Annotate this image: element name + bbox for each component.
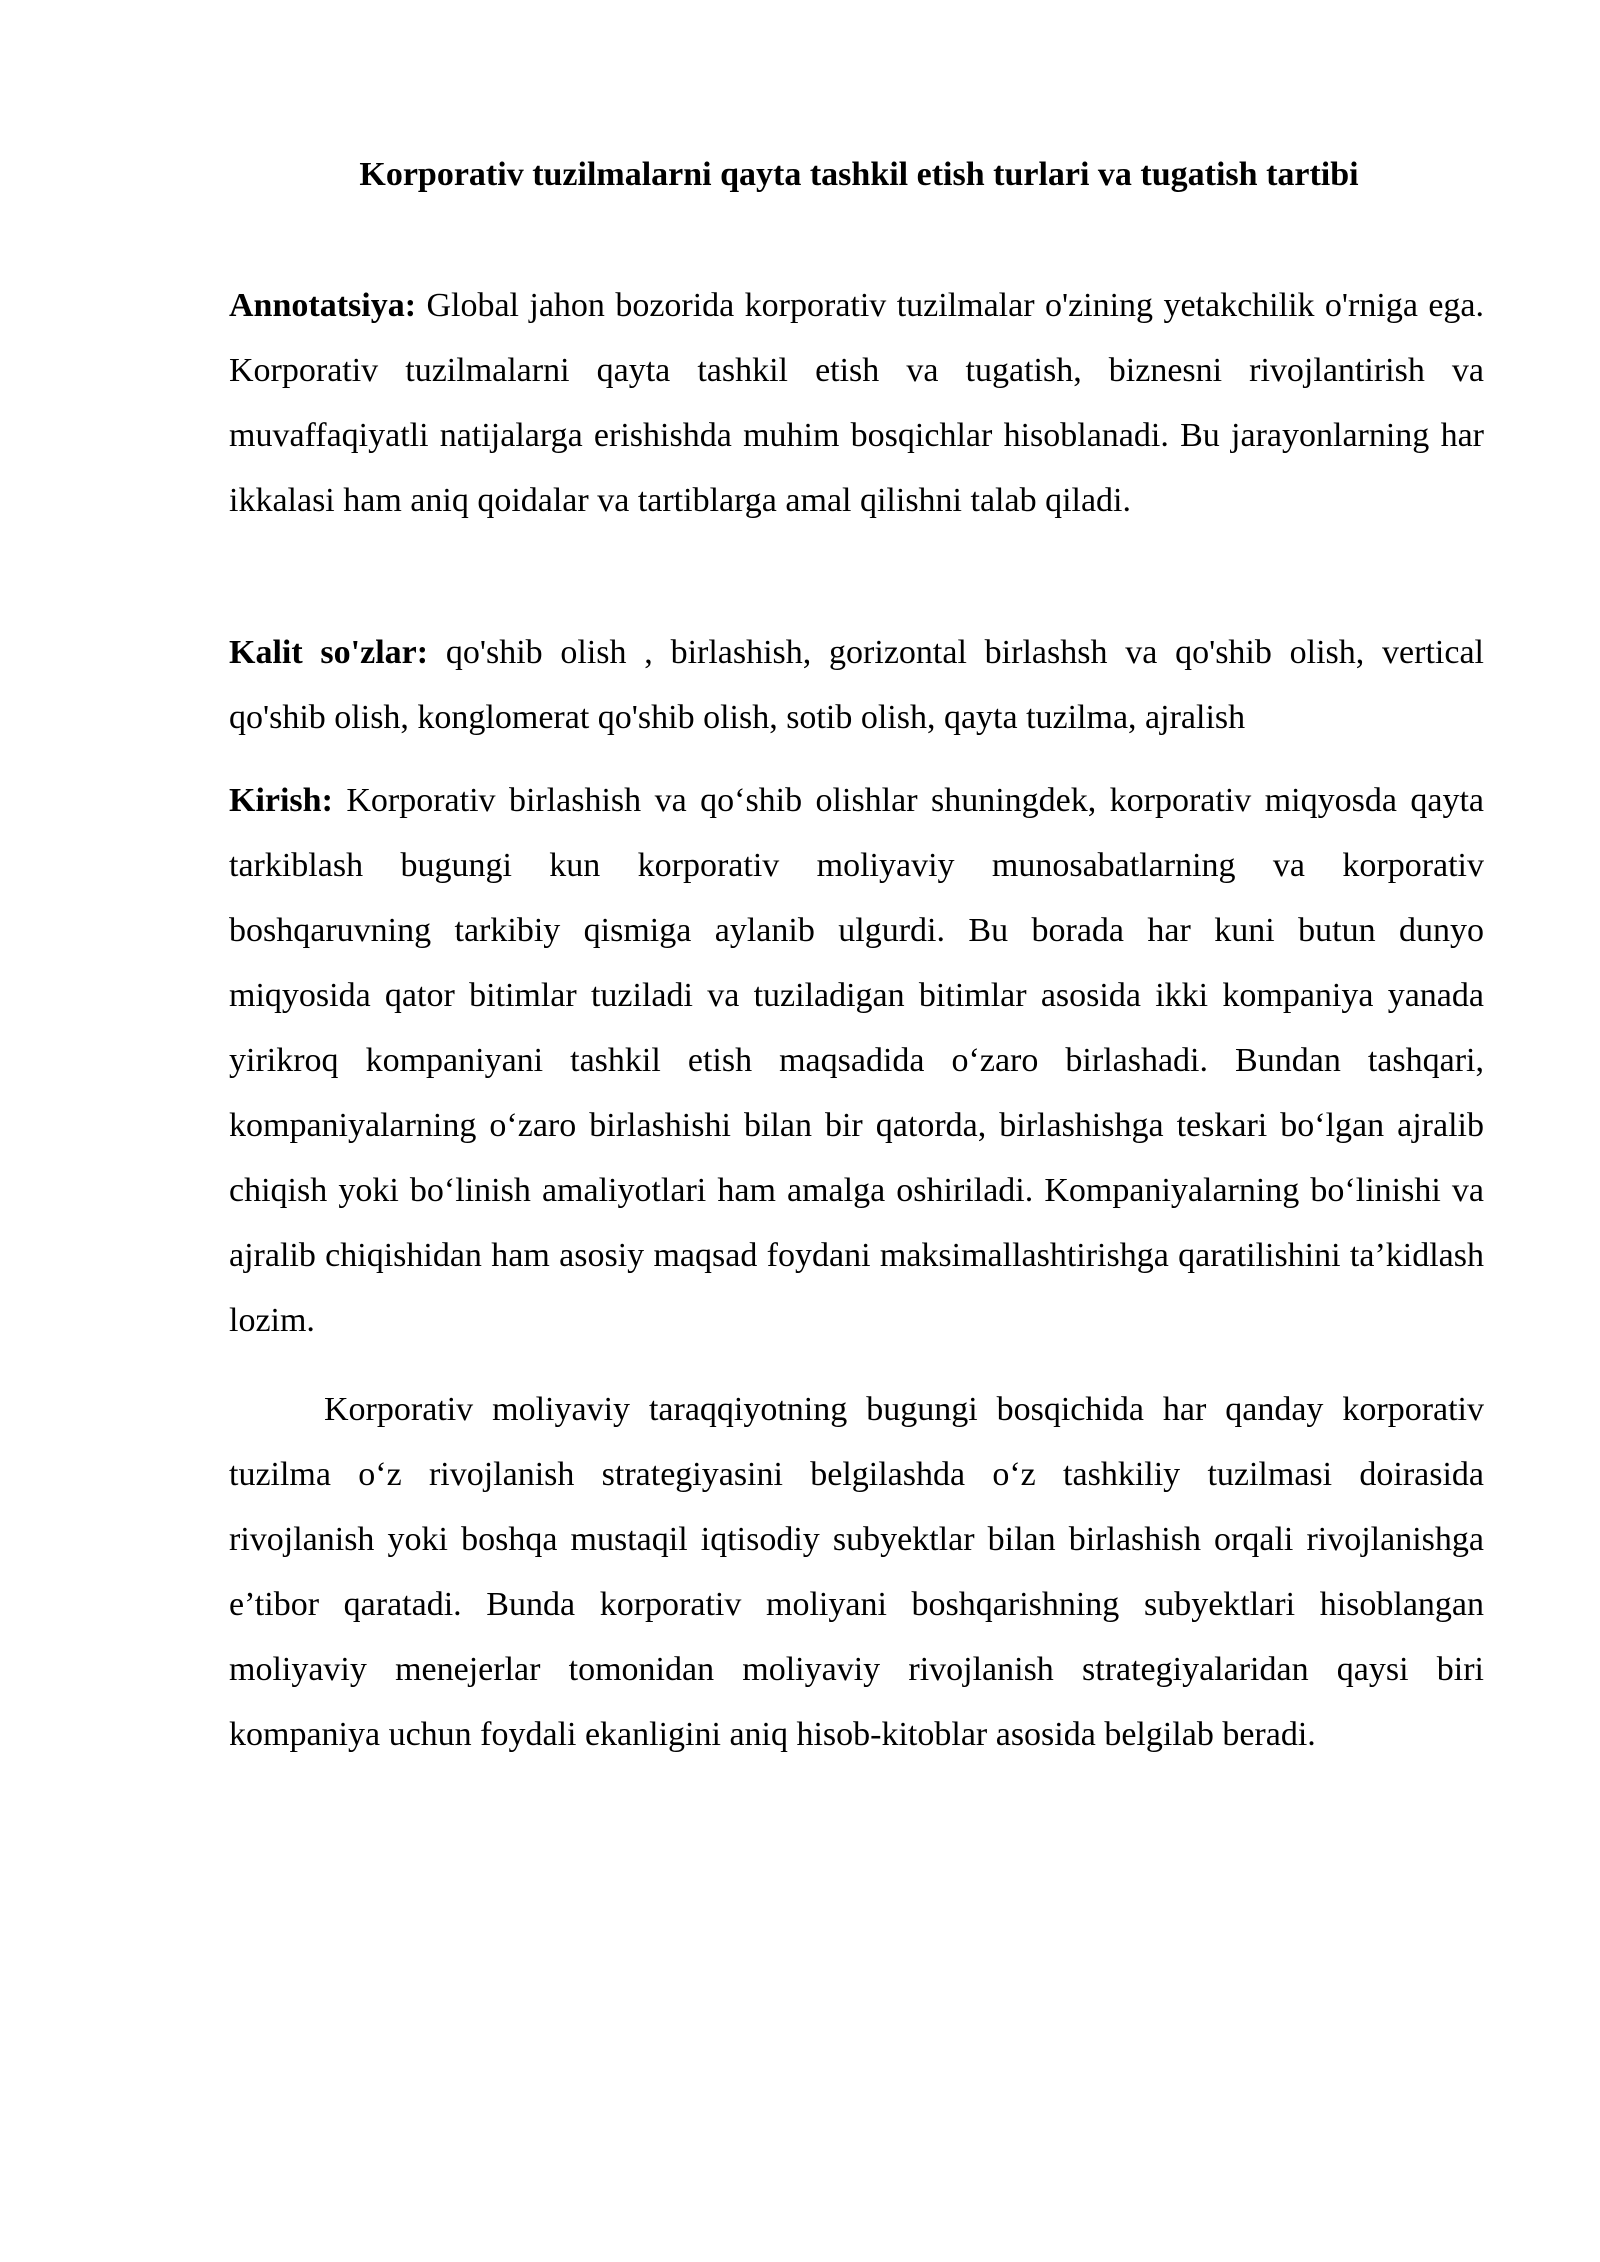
body-paragraph: Korporativ moliyaviy taraqqiyotning bugungi bosqichida har qanday korporativ tuzilma o‘z rivojlanish strategiyasini belgilashda o‘z tashkiliy tuzilmasi doirasida rivojlanish yoki boshqa mustaqil iqtisodiy subyektlar bilan birlashish orqali rivojlanishga e’tibor qaratadi. Bunda korporativ moliyani boshqarishning subyektlari hisoblangan moliyaviy menejerlar tomonidan moliyaviy rivojlanish strategiyalaridan qaysi biri kompaniya uchun foydali ekanligini aniq hisob-kitoblar asosida belgilab beradi.	[229, 1391, 1484, 1753]
introduction-label: Kirish:	[229, 782, 333, 819]
document-title: Korporativ tuzilmalarni qayta tashkil etish turlari va tugatish tartibi	[359, 156, 1359, 193]
keywords-label: Kalit so'zlar:	[229, 634, 429, 671]
keywords-paragraph	[229, 620, 1484, 750]
annotation-paragraph	[229, 273, 1484, 533]
introduction-text: Korporativ birlashish va qo‘shib olishlar shuningdek, korporativ miqyosda qayta tarkiblash bugungi kun korporativ moliyaviy munosabatlarning va korporativ boshqaruvning tarkibiy qismiga aylanib ulgurdi. Bu borada har kuni butun dunyo miqyosida qator bitimlar tuziladi va tuziladigan bitimlar asosida ikki kompaniya yanada yirikroq kompaniyani tashkil etish maqsadida o‘zaro birlashadi. Bundan tashqari, kompaniyalarning o‘zaro birlashishi bilan bir qatorda, birlashishga teskari bo‘lgan ajralib chiqish yoki bo‘linish amaliyotlari ham amalga oshiriladi. Kompaniyalarning bo‘linishi va ajralib chiqishidan ham asosiy maqsad foydani maksimallashtirishga qaratilishini ta’kidlash lozim.	[229, 782, 1484, 1339]
keywords-text: qo'shib olish , birlashish, gorizontal birlashsh va qo'shib olish, vertical qo'shib olish, konglomerat qo'shib olish, sotib olish, qayta tuzilma, ajralish	[229, 634, 1484, 736]
introduction-paragraph	[229, 768, 1484, 1353]
annotation-text: Global jahon bozorida korporativ tuzilmalar o'zining yetakchilik o'rniga ega. Korporativ tuzilmalarni qayta tashkil etish va tugatish, biznesni rivojlantirish va muvaffaqiyatli natijalarga erishishda muhim bosqichlar hisoblanadi. Bu jarayonlarning har ikkalasi ham aniq qoidalar va tartiblarga amal qilishni talab qiladi.	[229, 287, 1484, 519]
annotation-label: Annotatsiya:	[229, 287, 417, 324]
